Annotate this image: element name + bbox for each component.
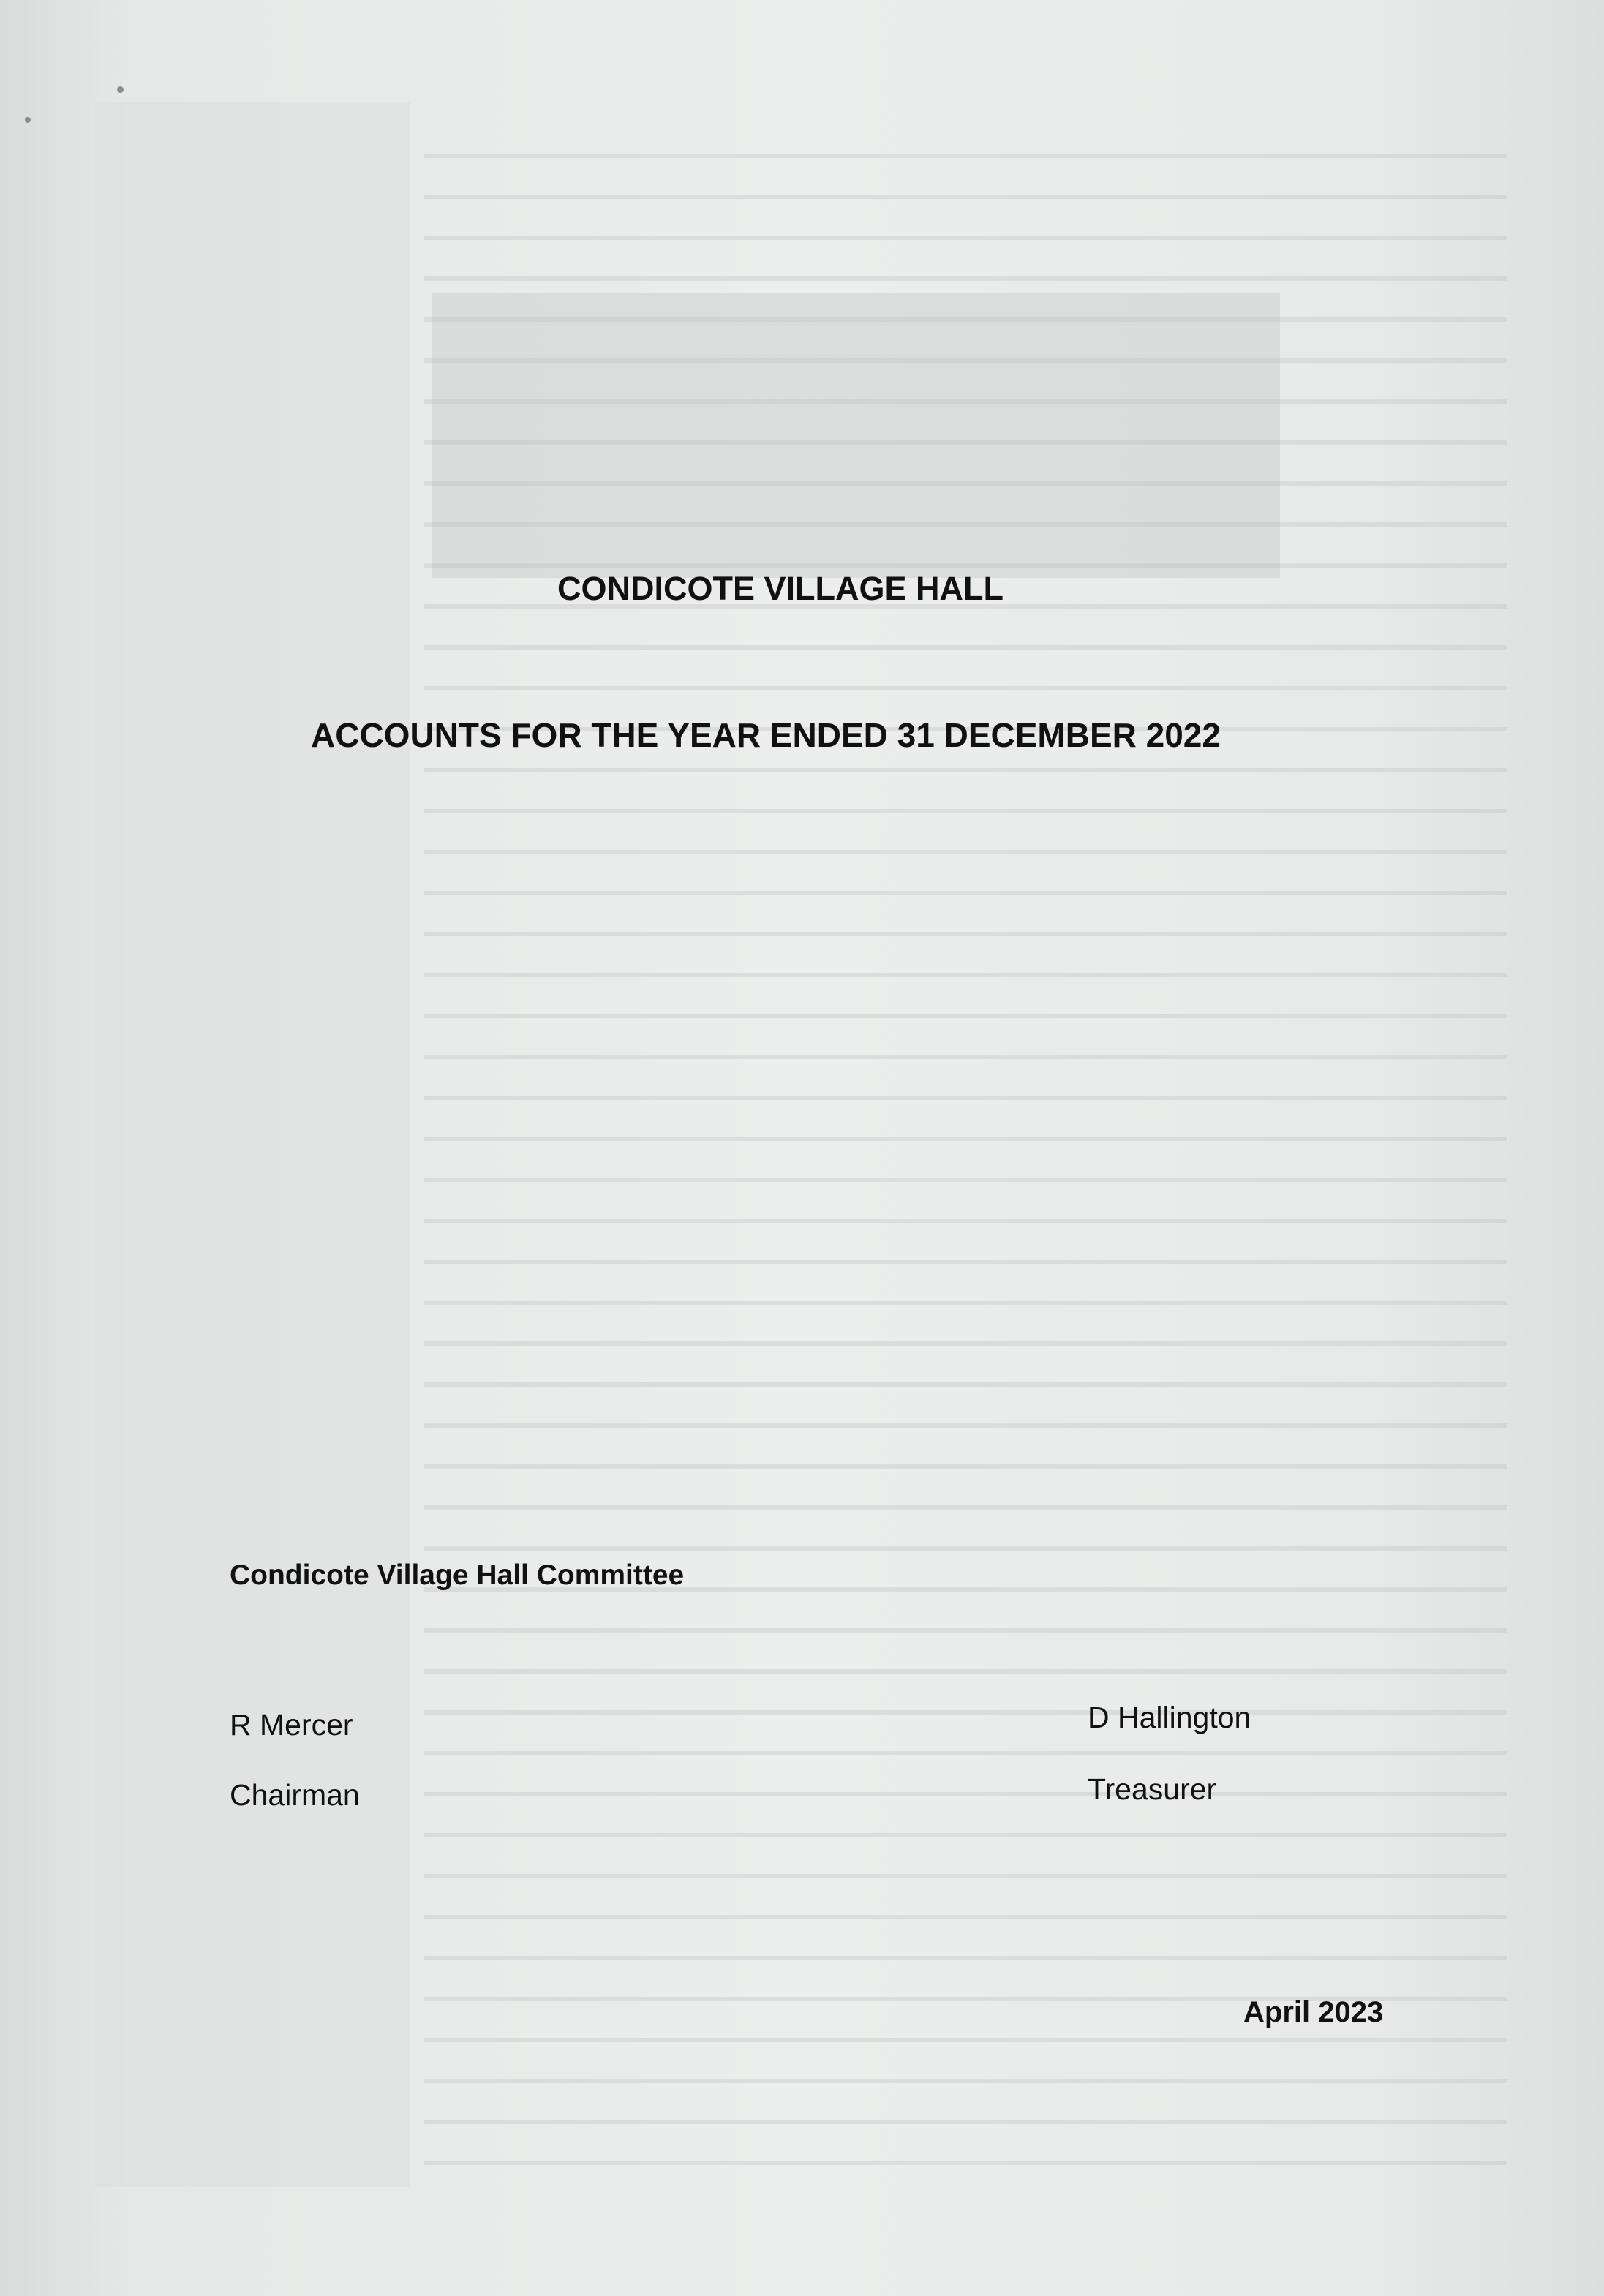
report-title: ACCOUNTS FOR THE YEAR ENDED 31 DECEMBER 2022 — [311, 716, 1221, 754]
document-date: April 2023 — [1243, 1996, 1384, 2028]
paper-speck — [25, 117, 31, 123]
paper-speck — [117, 86, 124, 93]
show-through-margin — [95, 102, 410, 2187]
organisation-title: CONDICOTE VILLAGE HALL — [557, 570, 1004, 607]
treasurer-name: D Hallington — [1088, 1701, 1251, 1734]
show-through-text — [424, 124, 1507, 2165]
treasurer-role: Treasurer — [1088, 1772, 1217, 1806]
chairman-role: Chairman — [230, 1778, 360, 1812]
committee-name: Condicote Village Hall Committee — [230, 1559, 685, 1591]
chairman-name: R Mercer — [230, 1708, 353, 1742]
